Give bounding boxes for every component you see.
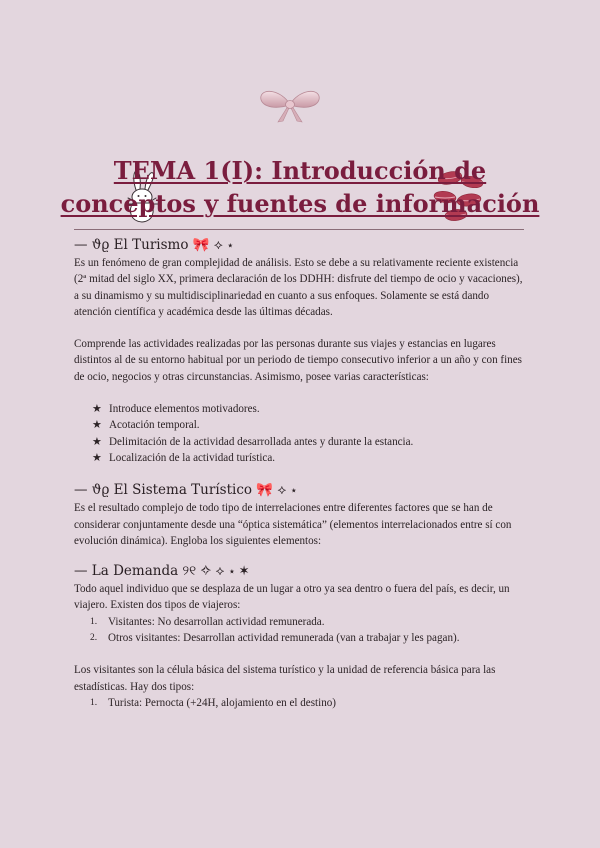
bow-icon <box>258 84 322 124</box>
star-bullet-icon: ★ <box>92 419 102 432</box>
list-item: 1. Visitantes: No desarrollan actividad remunerada. <box>90 615 325 628</box>
turismo-paragraph-1: Es un fenómeno de gran complejidad de análisis. Esto se debe a su relativamente reciente existencia (2ª mitad del siglo XX, primera declaración de los DDHH: disfrute del tiempo de ocio y vacaciones), a su dinamismo y su multidisciplinariedad en cuanto a sus enfoques. Solamente se está dando atención científica y académica desde las últimas décadas. <box>74 257 523 318</box>
characteristics-list <box>74 401 526 466</box>
section-heading-turismo: — ϑϱ El Turismo 🎀 ⟡ ⋆ <box>74 237 234 253</box>
section-heading-sistema: — ϑϱ El Sistema Turístico 🎀 ⟡ ⋆ <box>74 482 297 499</box>
star-bullet-icon: ★ <box>92 403 102 416</box>
sistema-paragraph: Es el resultado complejo de todo tipo de interrelaciones entre diferentes factores que se han de considerar conjuntamente desde una “óptica sistemática” (elementos interrelacionados entre sí con evolución dinámica). Engloba los siguientes elementos: <box>74 502 512 547</box>
demanda-paragraph-2: Los visitantes son la célula básica del sistema turístico y la unidad de referencia básica para las estadísticas. Hay dos tipos: <box>74 664 496 693</box>
star-bullet-icon: ★ <box>92 435 102 448</box>
demanda-paragraph-1: Todo aquel individuo que se desplaza de un lugar a otro ya sea dentro o fuera del país, es decir, un viajero. Existen dos tipos de viajeros: <box>74 583 510 612</box>
list-item: ★ Localización de la actividad turística. <box>92 450 526 466</box>
visitor-types-list <box>74 695 526 711</box>
turismo-paragraph-2: Comprende las actividades realizadas por las personas durante sus viajes y estancias en lugares distintos al de su entorno habitual por un periodo de tiempo consecutivo inferior a un año y con fines de ocio, negocios y otras circunstancias. Asimismo, posee varias características: <box>74 338 522 383</box>
star-bullet-icon: ★ <box>92 451 102 464</box>
list-item: ★ Delimitación de la actividad desarrollada antes y durante la estancia. <box>92 434 526 450</box>
section-heading-demanda: — La Demanda ୨୧ ✧ ⟡ ⋆ ✶ <box>74 563 249 580</box>
list-item: ★ Introduce elementos motivadores. <box>92 401 526 417</box>
document-body <box>74 233 526 711</box>
list-item: 1. Turista: Pernocta (+24H, alojamiento en el destino) <box>90 696 336 709</box>
list-item: 2. Otros visitantes: Desarrollan actividad remunerada (van a trabajar y les pagan). <box>90 632 460 645</box>
page-title: TEMA 1(I): Introducción de conceptos y fuentes de información <box>60 156 540 219</box>
title-divider <box>74 229 524 230</box>
traveler-types-list <box>74 614 526 647</box>
list-item: ★ Acotación temporal. <box>92 417 526 433</box>
